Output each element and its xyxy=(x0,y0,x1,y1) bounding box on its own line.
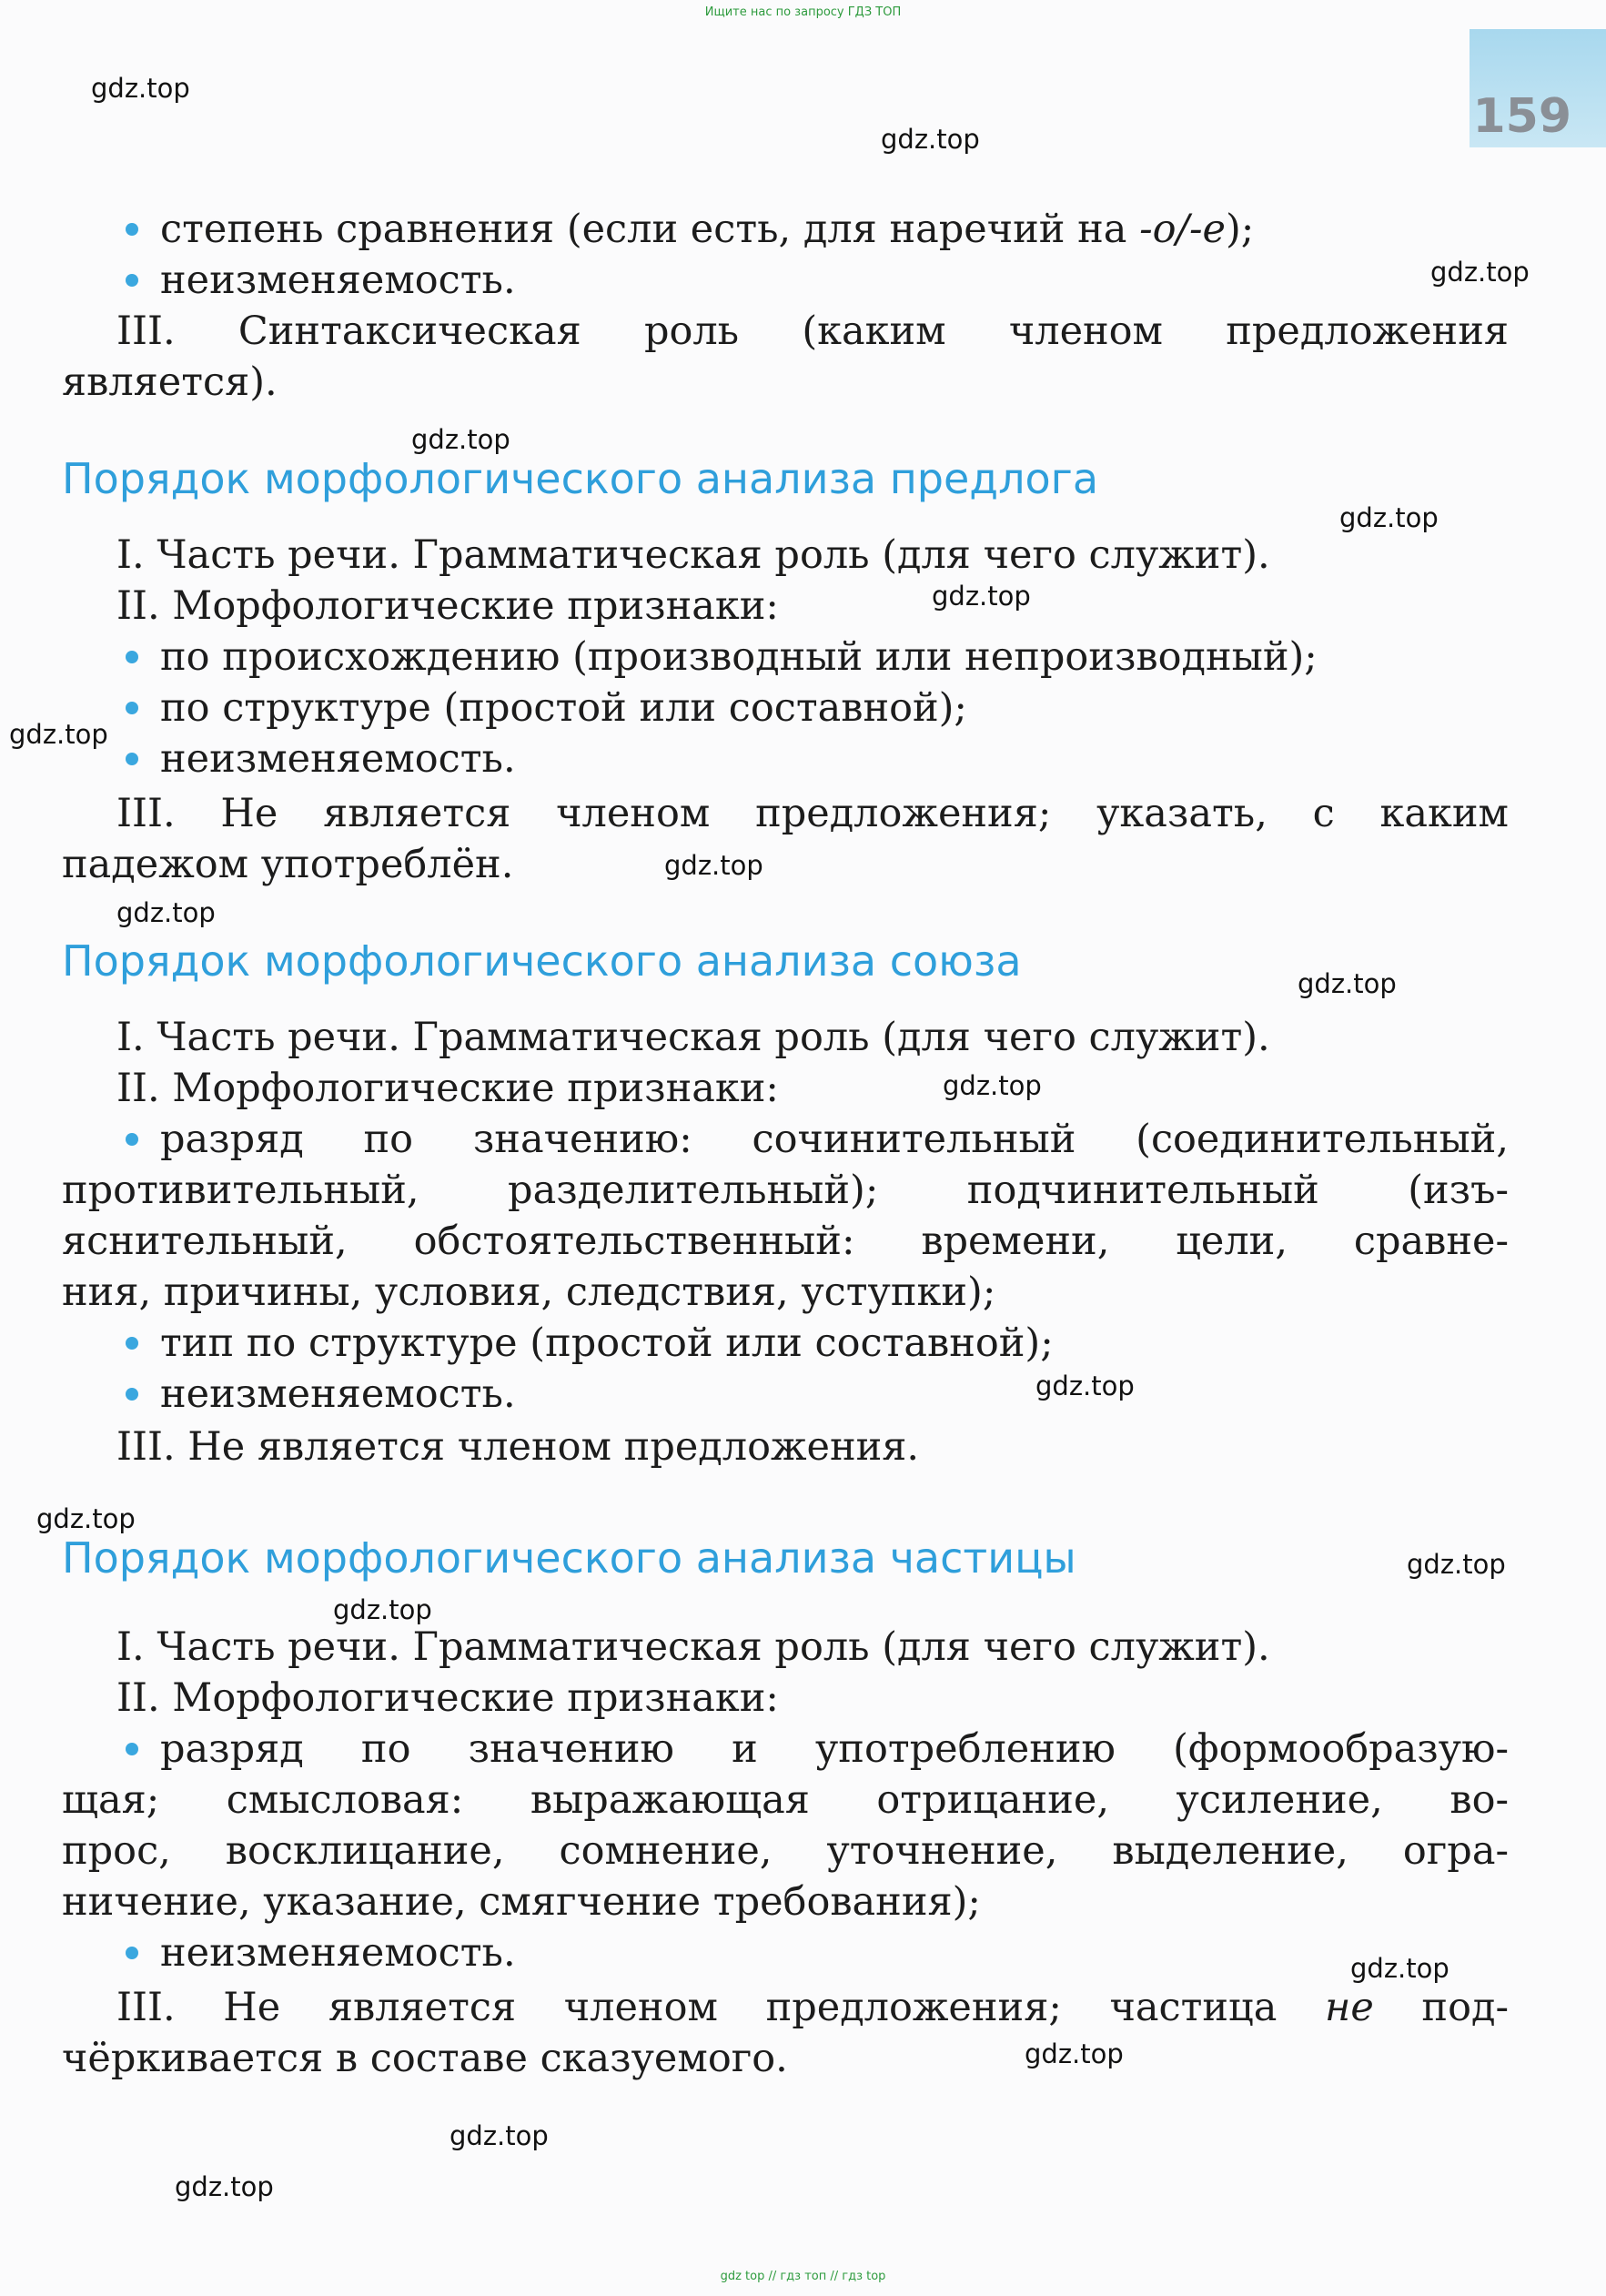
paragraph-line: III. Не является членом предложения. xyxy=(116,1424,920,1470)
watermark: gdz.top xyxy=(1035,1371,1135,1401)
bullet-icon xyxy=(126,651,138,663)
page-number: 159 xyxy=(1472,89,1571,144)
list-item: тип по структуре (простой или составной); xyxy=(62,1318,1606,1369)
paragraph-line: I. Часть речи. Грамматическая роль (для чего служит). xyxy=(116,1015,1270,1060)
list-item: неизменяемость. xyxy=(62,733,1606,784)
paragraph-line: противительный, разделительный); подчинительный (изъ- xyxy=(62,1168,1509,1213)
bottom-banner: gdz top // гдз топ // гдз top xyxy=(720,2270,886,2283)
watermark: gdz.top xyxy=(1025,2038,1124,2069)
bullet-icon xyxy=(126,223,138,236)
list-item: неизменяемость. xyxy=(62,1369,1606,1420)
list-item-text: ); xyxy=(1225,207,1255,252)
paragraph-line: II. Морфологические признаки: xyxy=(116,583,779,629)
list-item: по структуре (простой или составной); xyxy=(62,683,1606,733)
watermark: gdz.top xyxy=(116,897,216,928)
watermark: gdz.top xyxy=(1350,1953,1449,1984)
watermark: gdz.top xyxy=(9,719,108,750)
watermark: gdz.top xyxy=(175,2171,274,2202)
watermark: gdz.top xyxy=(36,1503,136,1534)
list-item xyxy=(62,204,1509,255)
paragraph-line: щая; смысловая: выражающая отрицание, усиление, во- xyxy=(62,1777,1509,1823)
bullet-icon xyxy=(126,702,138,714)
watermark: gdz.top xyxy=(943,1070,1042,1101)
paragraph-line: III. Не является членом предложения; указать, с каким xyxy=(116,791,1509,836)
watermark: gdz.top xyxy=(1298,968,1397,999)
watermark: gdz.top xyxy=(411,424,510,455)
paragraph-line: чёркивается в составе сказуемого. xyxy=(62,2036,788,2081)
paragraph-line xyxy=(62,1982,1509,2033)
list-item: разряд по значению и употреблению (формообразую- xyxy=(62,1724,1509,1775)
section-heading-conjunction: Порядок морфологического анализа союза xyxy=(62,936,1022,986)
bullet-icon xyxy=(126,1743,138,1755)
list-item-text: степень сравнения (если есть, для наречий на xyxy=(160,207,1140,252)
watermark: gdz.top xyxy=(1339,502,1439,533)
paragraph-line: II. Морфологические признаки: xyxy=(116,1066,779,1111)
ending-text: -о/-е xyxy=(1139,207,1226,252)
paragraph-text: под- xyxy=(1373,1985,1509,2030)
paragraph-line: падежом употреблён. xyxy=(62,842,514,887)
paragraph-line: I. Часть речи. Грамматическая роль (для чего служит). xyxy=(116,1624,1270,1670)
paragraph-text: III. Не является членом предложения; частица xyxy=(116,1985,1325,2030)
list-item: неизменяемость. xyxy=(62,255,1606,306)
bullet-icon xyxy=(126,753,138,765)
list-item: разряд по значению: сочинительный (соединительный, xyxy=(62,1114,1509,1165)
paragraph-line: прос, восклицание, сомнение, уточнение, выделение, огра- xyxy=(62,1828,1509,1874)
watermark: gdz.top xyxy=(932,581,1031,612)
list-item: неизменяемость. xyxy=(62,1927,1606,1978)
watermark: gdz.top xyxy=(449,2120,549,2151)
bullet-icon xyxy=(126,274,138,287)
watermark: gdz.top xyxy=(333,1594,432,1625)
watermark: gdz.top xyxy=(1430,257,1530,288)
bullet-icon xyxy=(126,1133,138,1146)
paragraph-line: ничение, указание, смягчение требования); xyxy=(62,1879,981,1925)
bullet-icon xyxy=(126,1337,138,1350)
section-heading-preposition: Порядок морфологического анализа предлога xyxy=(62,454,1099,503)
bullet-icon xyxy=(126,1947,138,1959)
watermark: gdz.top xyxy=(664,850,763,881)
section-heading-particle: Порядок морфологического анализа частицы xyxy=(62,1533,1076,1583)
paragraph-line: яснительный, обстоятельственный: времени, цели, сравне- xyxy=(62,1219,1509,1264)
paragraph-line: III. Синтаксическая роль (каким членом предложения xyxy=(116,308,1509,354)
paragraph-line: I. Часть речи. Грамматическая роль (для чего служит). xyxy=(116,532,1270,578)
paragraph-line: ния, причины, условия, следствия, уступки); xyxy=(62,1269,996,1315)
list-item: по происхождению (производный или непроизводный); xyxy=(62,632,1606,683)
particle-word: не xyxy=(1325,1985,1374,2030)
watermark: gdz.top xyxy=(881,124,980,155)
top-banner: Ищите нас по запросу ГДЗ ТОП xyxy=(704,5,902,19)
paragraph-line: II. Морфологические признаки: xyxy=(116,1675,779,1721)
bullet-icon xyxy=(126,1388,138,1401)
paragraph-line: является). xyxy=(62,359,278,405)
watermark: gdz.top xyxy=(1407,1549,1506,1580)
watermark: gdz.top xyxy=(91,73,190,104)
